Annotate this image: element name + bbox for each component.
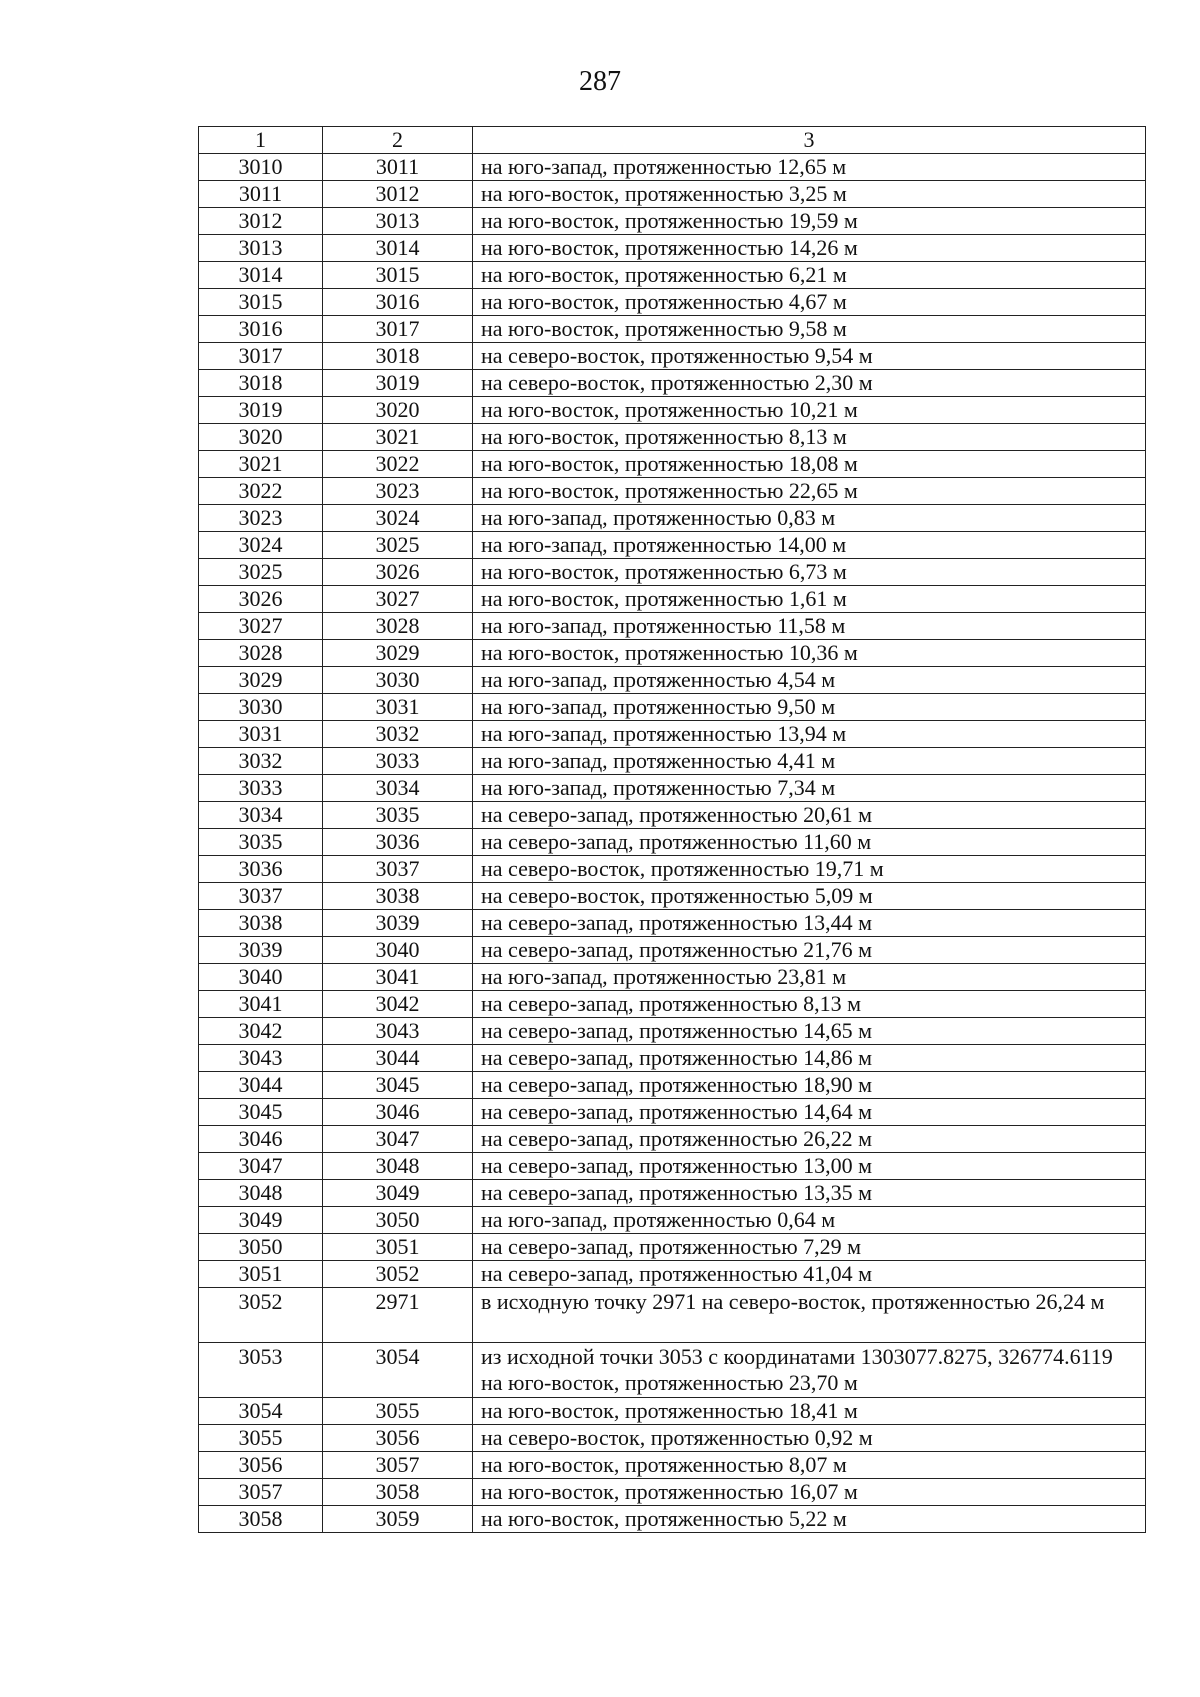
- from-point-cell: 3019: [199, 397, 323, 424]
- description-cell: на северо-запад, протяженностью 14,65 м: [473, 1018, 1146, 1045]
- to-point-cell: 3042: [323, 991, 473, 1018]
- table-row: [199, 505, 1146, 532]
- from-point-cell: 3036: [199, 856, 323, 883]
- to-point-cell: 3020: [323, 397, 473, 424]
- to-point-cell: 3047: [323, 1126, 473, 1153]
- to-point-cell: 3034: [323, 775, 473, 802]
- from-point-cell: 3046: [199, 1126, 323, 1153]
- table-row: [199, 451, 1146, 478]
- from-point-cell: 3051: [199, 1261, 323, 1288]
- from-point-cell: 3013: [199, 235, 323, 262]
- table-row: [199, 235, 1146, 262]
- from-point-cell: 3032: [199, 748, 323, 775]
- from-point-cell: 3037: [199, 883, 323, 910]
- to-point-cell: 3022: [323, 451, 473, 478]
- table-row: [199, 667, 1146, 694]
- description-cell: на северо-запад, протяженностью 14,64 м: [473, 1099, 1146, 1126]
- table-row: [199, 370, 1146, 397]
- description-cell: на юго-восток, протяженностью 9,58 м: [473, 316, 1146, 343]
- table-row: [199, 640, 1146, 667]
- to-point-cell: 3024: [323, 505, 473, 532]
- table-body: [199, 154, 1146, 1533]
- from-point-cell: 3030: [199, 694, 323, 721]
- description-cell: на юго-восток, протяженностью 18,08 м: [473, 451, 1146, 478]
- from-point-cell: 3044: [199, 1072, 323, 1099]
- description-cell: на юго-восток, протяженностью 5,22 м: [473, 1506, 1146, 1533]
- description-cell: на юго-запад, протяженностью 11,58 м: [473, 613, 1146, 640]
- description-cell: на северо-восток, протяженностью 5,09 м: [473, 883, 1146, 910]
- to-point-cell: 3021: [323, 424, 473, 451]
- description-cell: на юго-восток, протяженностью 18,41 м: [473, 1398, 1146, 1425]
- table-row: [199, 208, 1146, 235]
- from-point-cell: 3026: [199, 586, 323, 613]
- table-row: [199, 1425, 1146, 1452]
- description-cell: на северо-запад, протяженностью 26,22 м: [473, 1126, 1146, 1153]
- from-point-cell: 3053: [199, 1343, 323, 1398]
- table-row: [199, 586, 1146, 613]
- table-row: [199, 1153, 1146, 1180]
- description-cell: из исходной точки 3053 с координатами 1303077.8275, 326774.6119 на юго-восток, протяженностью 23,70 м: [473, 1343, 1146, 1398]
- table-row: [199, 937, 1146, 964]
- from-point-cell: 3057: [199, 1479, 323, 1506]
- to-point-cell: 3016: [323, 289, 473, 316]
- table-row: [199, 397, 1146, 424]
- from-point-cell: 3034: [199, 802, 323, 829]
- to-point-cell: 3026: [323, 559, 473, 586]
- table-row: [199, 343, 1146, 370]
- to-point-cell: 3041: [323, 964, 473, 991]
- to-point-cell: 3049: [323, 1180, 473, 1207]
- table-row: [199, 694, 1146, 721]
- description-cell: на юго-восток, протяженностью 6,73 м: [473, 559, 1146, 586]
- description-cell: на северо-запад, протяженностью 41,04 м: [473, 1261, 1146, 1288]
- to-point-cell: 3028: [323, 613, 473, 640]
- table-row: [199, 154, 1146, 181]
- table-row: [199, 1288, 1146, 1343]
- table-row: [199, 991, 1146, 1018]
- table-header-row: [199, 127, 1146, 154]
- from-point-cell: 3035: [199, 829, 323, 856]
- from-point-cell: 3039: [199, 937, 323, 964]
- table-row: [199, 532, 1146, 559]
- table-row: [199, 613, 1146, 640]
- description-cell: на северо-запад, протяженностью 18,90 м: [473, 1072, 1146, 1099]
- description-cell: на юго-восток, протяженностью 22,65 м: [473, 478, 1146, 505]
- from-point-cell: 3021: [199, 451, 323, 478]
- description-cell: на юго-восток, протяженностью 19,59 м: [473, 208, 1146, 235]
- table-row: [199, 748, 1146, 775]
- description-cell: на северо-запад, протяженностью 7,29 м: [473, 1234, 1146, 1261]
- table-row: [199, 1045, 1146, 1072]
- to-point-cell: 3051: [323, 1234, 473, 1261]
- to-point-cell: 3015: [323, 262, 473, 289]
- table-row: [199, 1479, 1146, 1506]
- description-cell: на северо-запад, протяженностью 21,76 м: [473, 937, 1146, 964]
- description-cell: на юго-восток, протяженностью 16,07 м: [473, 1479, 1146, 1506]
- to-point-cell: 3059: [323, 1506, 473, 1533]
- table-row: [199, 1126, 1146, 1153]
- to-point-cell: 3014: [323, 235, 473, 262]
- table-row: [199, 1506, 1146, 1533]
- from-point-cell: 3043: [199, 1045, 323, 1072]
- description-cell: на юго-восток, протяженностью 8,13 м: [473, 424, 1146, 451]
- from-point-cell: 3017: [199, 343, 323, 370]
- to-point-cell: 3023: [323, 478, 473, 505]
- from-point-cell: 3033: [199, 775, 323, 802]
- from-point-cell: 3011: [199, 181, 323, 208]
- to-point-cell: 3012: [323, 181, 473, 208]
- to-point-cell: 3054: [323, 1343, 473, 1398]
- table-row: [199, 559, 1146, 586]
- from-point-cell: 3049: [199, 1207, 323, 1234]
- page-number: 287: [579, 66, 621, 97]
- table-row: [199, 289, 1146, 316]
- table-row: [199, 1207, 1146, 1234]
- to-point-cell: 3048: [323, 1153, 473, 1180]
- description-cell: на юго-запад, протяженностью 13,94 м: [473, 721, 1146, 748]
- to-point-cell: 3032: [323, 721, 473, 748]
- description-cell: на юго-запад, протяженностью 0,64 м: [473, 1207, 1146, 1234]
- column-header-from-point: 1: [199, 127, 323, 154]
- table-row: [199, 316, 1146, 343]
- to-point-cell: 3019: [323, 370, 473, 397]
- from-point-cell: 3048: [199, 1180, 323, 1207]
- column-header-to-point: 2: [323, 127, 473, 154]
- from-point-cell: 3058: [199, 1506, 323, 1533]
- from-point-cell: 3047: [199, 1153, 323, 1180]
- table-row: [199, 829, 1146, 856]
- from-point-cell: 3055: [199, 1425, 323, 1452]
- from-point-cell: 3020: [199, 424, 323, 451]
- to-point-cell: 3033: [323, 748, 473, 775]
- table-row: [199, 424, 1146, 451]
- to-point-cell: 3055: [323, 1398, 473, 1425]
- description-cell: на юго-восток, протяженностью 3,25 м: [473, 181, 1146, 208]
- description-cell: на юго-запад, протяженностью 7,34 м: [473, 775, 1146, 802]
- description-cell: на юго-запад, протяженностью 9,50 м: [473, 694, 1146, 721]
- table-row: [199, 856, 1146, 883]
- table-row: [199, 1180, 1146, 1207]
- description-cell: на юго-восток, протяженностью 8,07 м: [473, 1452, 1146, 1479]
- description-cell: в исходную точку 2971 на северо-восток, протяженностью 26,24 м: [473, 1288, 1146, 1343]
- to-point-cell: 3043: [323, 1018, 473, 1045]
- to-point-cell: 3037: [323, 856, 473, 883]
- table-row: [199, 775, 1146, 802]
- from-point-cell: 3010: [199, 154, 323, 181]
- to-point-cell: 3057: [323, 1452, 473, 1479]
- to-point-cell: 3013: [323, 208, 473, 235]
- description-cell: на юго-запад, протяженностью 14,00 м: [473, 532, 1146, 559]
- description-cell: на юго-восток, протяженностью 6,21 м: [473, 262, 1146, 289]
- from-point-cell: 3018: [199, 370, 323, 397]
- description-cell: на юго-восток, протяженностью 4,67 м: [473, 289, 1146, 316]
- from-point-cell: 3042: [199, 1018, 323, 1045]
- from-point-cell: 3052: [199, 1288, 323, 1343]
- to-point-cell: 3050: [323, 1207, 473, 1234]
- table-row: [199, 478, 1146, 505]
- from-point-cell: 3022: [199, 478, 323, 505]
- description-cell: на юго-восток, протяженностью 10,21 м: [473, 397, 1146, 424]
- table-row: [199, 910, 1146, 937]
- column-header-description: 3: [473, 127, 1146, 154]
- from-point-cell: 3056: [199, 1452, 323, 1479]
- from-point-cell: 3014: [199, 262, 323, 289]
- table-row: [199, 1398, 1146, 1425]
- to-point-cell: 3030: [323, 667, 473, 694]
- to-point-cell: 3025: [323, 532, 473, 559]
- description-cell: на северо-запад, протяженностью 13,00 м: [473, 1153, 1146, 1180]
- from-point-cell: 3045: [199, 1099, 323, 1126]
- from-point-cell: 3015: [199, 289, 323, 316]
- to-point-cell: 3017: [323, 316, 473, 343]
- table-row: [199, 802, 1146, 829]
- description-cell: на северо-восток, протяженностью 2,30 м: [473, 370, 1146, 397]
- description-cell: на северо-восток, протяженностью 0,92 м: [473, 1425, 1146, 1452]
- to-point-cell: 3031: [323, 694, 473, 721]
- to-point-cell: 3035: [323, 802, 473, 829]
- from-point-cell: 3040: [199, 964, 323, 991]
- table-row: [199, 721, 1146, 748]
- from-point-cell: 3028: [199, 640, 323, 667]
- to-point-cell: 3056: [323, 1425, 473, 1452]
- description-cell: на северо-запад, протяженностью 8,13 м: [473, 991, 1146, 1018]
- from-point-cell: 3029: [199, 667, 323, 694]
- to-point-cell: 3027: [323, 586, 473, 613]
- to-point-cell: 3038: [323, 883, 473, 910]
- description-cell: на северо-запад, протяженностью 20,61 м: [473, 802, 1146, 829]
- table-row: [199, 1018, 1146, 1045]
- from-point-cell: 3031: [199, 721, 323, 748]
- description-cell: на северо-восток, протяженностью 19,71 м: [473, 856, 1146, 883]
- description-cell: на юго-запад, протяженностью 0,83 м: [473, 505, 1146, 532]
- to-point-cell: 2971: [323, 1288, 473, 1343]
- from-point-cell: 3038: [199, 910, 323, 937]
- to-point-cell: 3039: [323, 910, 473, 937]
- table-row: [199, 1234, 1146, 1261]
- to-point-cell: 3018: [323, 343, 473, 370]
- from-point-cell: 3025: [199, 559, 323, 586]
- table-row: [199, 181, 1146, 208]
- to-point-cell: 3058: [323, 1479, 473, 1506]
- from-point-cell: 3041: [199, 991, 323, 1018]
- description-cell: на юго-запад, протяженностью 4,54 м: [473, 667, 1146, 694]
- to-point-cell: 3052: [323, 1261, 473, 1288]
- table-row: [199, 1261, 1146, 1288]
- description-cell: на северо-восток, протяженностью 9,54 м: [473, 343, 1146, 370]
- description-cell: на юго-запад, протяженностью 12,65 м: [473, 154, 1146, 181]
- from-point-cell: 3050: [199, 1234, 323, 1261]
- from-point-cell: 3012: [199, 208, 323, 235]
- table-row: [199, 1343, 1146, 1398]
- from-point-cell: 3023: [199, 505, 323, 532]
- description-cell: на юго-запад, протяженностью 4,41 м: [473, 748, 1146, 775]
- table-row: [199, 964, 1146, 991]
- table-row: [199, 1452, 1146, 1479]
- to-point-cell: 3045: [323, 1072, 473, 1099]
- to-point-cell: 3029: [323, 640, 473, 667]
- from-point-cell: 3054: [199, 1398, 323, 1425]
- description-cell: на юго-восток, протяженностью 14,26 м: [473, 235, 1146, 262]
- from-point-cell: 3016: [199, 316, 323, 343]
- description-cell: на юго-восток, протяженностью 1,61 м: [473, 586, 1146, 613]
- table-row: [199, 883, 1146, 910]
- to-point-cell: 3011: [323, 154, 473, 181]
- description-cell: на юго-восток, протяженностью 10,36 м: [473, 640, 1146, 667]
- description-cell: на юго-запад, протяженностью 23,81 м: [473, 964, 1146, 991]
- to-point-cell: 3040: [323, 937, 473, 964]
- description-cell: на северо-запад, протяженностью 13,44 м: [473, 910, 1146, 937]
- to-point-cell: 3044: [323, 1045, 473, 1072]
- table-row: [199, 1099, 1146, 1126]
- boundary-segments-table: [198, 126, 1146, 1533]
- table-row: [199, 1072, 1146, 1099]
- table-row: [199, 262, 1146, 289]
- from-point-cell: 3027: [199, 613, 323, 640]
- from-point-cell: 3024: [199, 532, 323, 559]
- description-cell: на северо-запад, протяженностью 11,60 м: [473, 829, 1146, 856]
- to-point-cell: 3036: [323, 829, 473, 856]
- to-point-cell: 3046: [323, 1099, 473, 1126]
- description-cell: на северо-запад, протяженностью 14,86 м: [473, 1045, 1146, 1072]
- description-cell: на северо-запад, протяженностью 13,35 м: [473, 1180, 1146, 1207]
